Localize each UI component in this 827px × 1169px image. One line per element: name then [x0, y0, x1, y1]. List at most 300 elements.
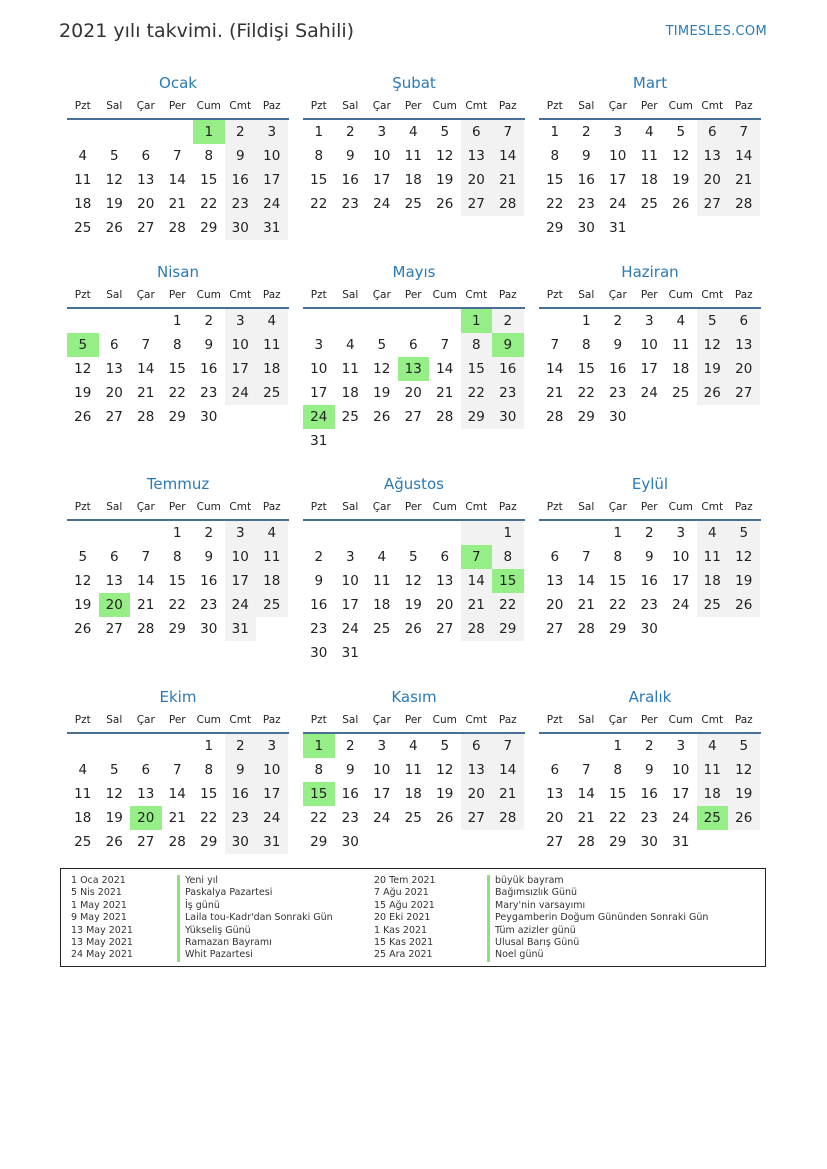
day-cell: 28 [168, 834, 186, 850]
day-cell: 21 [168, 810, 186, 826]
day-cell: 9 [204, 549, 214, 565]
day-cell: 13 [436, 573, 454, 589]
day-grid [67, 734, 289, 854]
day-cell: 4 [78, 148, 88, 164]
day-cell: 3 [225, 521, 257, 545]
day-cell: 29 [168, 409, 186, 425]
day-cell: 24 [225, 381, 257, 405]
weekday-label: Pzt [546, 714, 563, 726]
empty-cell [366, 309, 398, 333]
day-cell: 2 [644, 525, 654, 541]
weekday-header [539, 708, 761, 734]
day-grid [303, 309, 525, 453]
weekday-label: Paz [262, 100, 281, 112]
empty-cell [571, 734, 603, 758]
weekday-header [303, 94, 525, 120]
day-cell: 9 [225, 758, 257, 782]
day-cell: 11 [341, 361, 359, 377]
day-cell: 3 [225, 309, 257, 333]
day-cell: 12 [105, 786, 123, 802]
day-cell: 10 [225, 333, 257, 357]
month-12 [539, 686, 761, 854]
legend-holiday-name: Peygamberin Doğum Gününden Sonraki Gün [487, 912, 708, 924]
legend-holiday-name: Yükseliş Günü [177, 925, 333, 937]
weekday-label: Cmt [465, 501, 488, 513]
day-cell: 18 [74, 810, 92, 826]
day-cell: 31 [225, 617, 257, 641]
day-cell: 23 [492, 381, 524, 405]
day-cell: 23 [225, 806, 257, 830]
day-cell: 13 [546, 786, 564, 802]
day-cell: 26 [74, 621, 92, 637]
empty-cell [67, 309, 99, 333]
day-cell: 23 [577, 196, 595, 212]
day-cell: 9 [345, 762, 355, 778]
weekday-label: Cmt [465, 714, 488, 726]
day-grid [67, 309, 289, 429]
day-cell: 6 [697, 120, 729, 144]
day-cell: 23 [609, 385, 627, 401]
day-cell: 15 [609, 786, 627, 802]
day-cell: 13 [728, 333, 760, 357]
empty-cell [162, 734, 194, 758]
weekday-header [539, 283, 761, 309]
day-cell: 11 [697, 545, 729, 569]
legend-date: 15 Kas 2021 [374, 936, 434, 948]
legend-dates-left [71, 875, 133, 962]
weekday-label: Pzt [546, 501, 563, 513]
legend-names-left [177, 875, 333, 962]
empty-cell [429, 521, 461, 545]
day-cell: 20 [546, 597, 564, 613]
day-cell: 23 [200, 385, 218, 401]
legend-holiday-name: Ulusal Barış Günü [487, 937, 708, 949]
month-5 [303, 261, 525, 453]
day-cell: 1 [581, 313, 591, 329]
site-link[interactable]: TIMESLES.COM [665, 24, 767, 39]
day-cell: 2 [644, 738, 654, 754]
weekday-label: Çar [372, 100, 391, 112]
day-grid [303, 521, 525, 665]
legend-holiday-name: Mary'nin varsayımı [487, 900, 708, 912]
day-cell: 11 [74, 786, 92, 802]
day-cell: 5 [109, 148, 119, 164]
day-cell: 28 [168, 220, 186, 236]
weekday-label: Çar [372, 289, 391, 301]
weekday-label: Paz [262, 714, 281, 726]
month-7 [67, 473, 289, 641]
day-cell: 26 [436, 810, 454, 826]
day-cell: 25 [74, 220, 92, 236]
day-cell: 10 [373, 762, 391, 778]
day-cell: 26 [672, 196, 690, 212]
day-cell: 3 [377, 738, 387, 754]
weekday-label: Sal [578, 289, 595, 301]
legend-date: 1 Kas 2021 [374, 924, 428, 936]
day-cell: 1 [492, 521, 524, 545]
day-cell: 5 [440, 738, 450, 754]
day-cell: 5 [728, 734, 760, 758]
empty-cell [429, 309, 461, 333]
empty-cell [130, 120, 162, 144]
legend-holiday-name: Laila tou-Kadr'dan Sonraki Gün [177, 912, 333, 924]
day-cell: 4 [644, 124, 654, 140]
day-cell: 27 [404, 409, 422, 425]
day-cell: 9 [345, 148, 355, 164]
empty-cell [67, 120, 99, 144]
day-cell: 28 [492, 192, 524, 216]
weekday-label: Cmt [701, 289, 724, 301]
day-cell: 6 [728, 309, 760, 333]
day-cell: 19 [436, 172, 454, 188]
day-cell: 22 [310, 810, 328, 826]
holiday-day-cell: 24 [303, 405, 335, 429]
day-cell: 11 [373, 573, 391, 589]
day-cell: 17 [609, 172, 627, 188]
day-cell: 9 [644, 549, 654, 565]
day-cell: 12 [74, 361, 92, 377]
day-cell: 13 [697, 144, 729, 168]
day-cell: 30 [341, 834, 359, 850]
day-cell: 19 [728, 569, 760, 593]
weekday-label: Cum [432, 501, 457, 513]
day-cell: 1 [314, 124, 324, 140]
day-cell: 5 [728, 521, 760, 545]
empty-cell [335, 521, 367, 545]
legend-holiday-name: Whit Pazartesi [177, 949, 333, 961]
empty-cell [366, 521, 398, 545]
day-cell: 14 [492, 758, 524, 782]
day-cell: 28 [546, 409, 564, 425]
day-cell: 11 [74, 172, 92, 188]
day-grid [539, 521, 761, 641]
day-cell: 24 [373, 196, 391, 212]
day-cell: 21 [492, 168, 524, 192]
day-cell: 10 [373, 148, 391, 164]
month-name: Ağustos [384, 475, 444, 493]
day-cell: 14 [168, 786, 186, 802]
legend-names-right [487, 875, 708, 962]
day-cell: 10 [341, 573, 359, 589]
day-cell: 18 [256, 569, 288, 593]
day-cell: 27 [137, 220, 155, 236]
day-cell: 27 [105, 409, 123, 425]
day-cell: 12 [373, 361, 391, 377]
day-grid [539, 734, 761, 854]
day-cell: 4 [676, 313, 686, 329]
day-cell: 23 [341, 810, 359, 826]
day-cell: 30 [225, 216, 257, 240]
day-cell: 20 [105, 385, 123, 401]
day-cell: 28 [577, 621, 595, 637]
day-grid [303, 734, 525, 854]
weekday-label: Paz [734, 289, 753, 301]
day-cell: 17 [256, 168, 288, 192]
day-cell: 18 [373, 597, 391, 613]
day-cell: 22 [200, 196, 218, 212]
day-cell: 13 [105, 361, 123, 377]
weekday-label: Paz [262, 289, 281, 301]
day-cell: 5 [109, 762, 119, 778]
weekday-label: Pzt [74, 501, 91, 513]
day-cell: 12 [728, 758, 760, 782]
day-cell: 13 [105, 573, 123, 589]
day-cell: 24 [609, 196, 627, 212]
weekday-label: Cum [668, 714, 693, 726]
empty-cell [99, 309, 131, 333]
day-cell: 8 [550, 148, 560, 164]
day-cell: 24 [672, 810, 690, 826]
day-cell: 22 [310, 196, 328, 212]
day-cell: 20 [697, 168, 729, 192]
day-cell: 24 [256, 806, 288, 830]
weekday-label: Çar [608, 714, 627, 726]
day-cell: 16 [200, 573, 218, 589]
day-cell: 28 [577, 834, 595, 850]
day-cell: 28 [137, 409, 155, 425]
day-cell: 21 [577, 597, 595, 613]
day-cell: 11 [697, 758, 729, 782]
day-cell: 17 [256, 782, 288, 806]
day-cell: 8 [613, 549, 623, 565]
day-cell: 15 [609, 573, 627, 589]
month-9 [539, 473, 761, 641]
empty-cell [539, 521, 571, 545]
day-cell: 6 [440, 549, 450, 565]
weekday-label: Cum [432, 100, 457, 112]
weekday-label: Çar [608, 501, 627, 513]
day-cell: 24 [640, 385, 658, 401]
day-cell: 8 [204, 762, 214, 778]
day-cell: 27 [546, 621, 564, 637]
day-grid [67, 521, 289, 641]
empty-cell [303, 309, 335, 333]
day-cell: 7 [440, 337, 450, 353]
day-cell: 3 [676, 525, 686, 541]
day-cell: 10 [256, 144, 288, 168]
weekday-label: Pzt [310, 501, 327, 513]
day-cell: 7 [141, 337, 151, 353]
day-cell: 9 [204, 337, 214, 353]
day-cell: 22 [577, 385, 595, 401]
day-cell: 25 [256, 593, 288, 617]
holiday-day-cell: 13 [398, 357, 430, 381]
weekday-label: Paz [498, 714, 517, 726]
day-cell: 6 [408, 337, 418, 353]
weekday-label: Pzt [74, 714, 91, 726]
day-cell: 4 [256, 521, 288, 545]
weekday-label: Paz [498, 100, 517, 112]
day-cell: 12 [672, 148, 690, 164]
month-8 [303, 473, 525, 665]
day-cell: 27 [697, 192, 729, 216]
weekday-label: Sal [106, 714, 123, 726]
day-cell: 26 [697, 381, 729, 405]
day-cell: 26 [728, 806, 760, 830]
day-cell: 4 [256, 309, 288, 333]
day-cell: 20 [461, 168, 493, 192]
day-cell: 26 [105, 834, 123, 850]
weekday-label: Çar [136, 100, 155, 112]
empty-cell [539, 734, 571, 758]
day-cell: 8 [613, 762, 623, 778]
day-cell: 29 [461, 405, 493, 429]
day-cell: 10 [672, 762, 690, 778]
day-cell: 21 [492, 782, 524, 806]
day-cell: 23 [640, 810, 658, 826]
weekday-header [67, 94, 289, 120]
day-grid [303, 120, 525, 216]
day-cell: 31 [256, 216, 288, 240]
day-cell: 30 [640, 621, 658, 637]
day-cell: 9 [613, 337, 623, 353]
day-cell: 11 [256, 545, 288, 569]
day-cell: 17 [672, 786, 690, 802]
month-name: Aralık [628, 688, 672, 706]
legend-date: 20 Tem 2021 [374, 875, 436, 886]
day-cell: 14 [492, 144, 524, 168]
day-cell: 11 [404, 148, 422, 164]
day-cell: 18 [341, 385, 359, 401]
day-cell: 19 [105, 196, 123, 212]
legend-date: 1 May 2021 [71, 899, 127, 911]
month-6 [539, 261, 761, 429]
day-cell: 12 [697, 333, 729, 357]
weekday-label: Sal [578, 100, 595, 112]
day-cell: 24 [672, 597, 690, 613]
day-cell: 31 [310, 433, 328, 449]
day-cell: 25 [373, 621, 391, 637]
month-name: Mayıs [392, 263, 436, 281]
weekday-label: Cmt [701, 501, 724, 513]
day-cell: 10 [310, 361, 328, 377]
day-cell: 1 [613, 738, 623, 754]
weekday-label: Sal [578, 714, 595, 726]
day-cell: 30 [492, 405, 524, 429]
weekday-label: Paz [498, 501, 517, 513]
day-cell: 30 [200, 621, 218, 637]
day-cell: 27 [461, 806, 493, 830]
day-cell: 5 [440, 124, 450, 140]
legend-dates-right [374, 875, 436, 962]
weekday-label: Per [404, 289, 422, 301]
weekday-label: Cmt [229, 100, 252, 112]
day-cell: 30 [200, 409, 218, 425]
day-cell: 4 [408, 738, 418, 754]
day-cell: 13 [137, 786, 155, 802]
day-cell: 17 [373, 786, 391, 802]
day-cell: 8 [314, 148, 324, 164]
day-cell: 6 [550, 549, 560, 565]
day-cell: 9 [581, 148, 591, 164]
weekday-label: Pzt [74, 100, 91, 112]
day-cell: 8 [204, 148, 214, 164]
day-cell: 25 [256, 381, 288, 405]
day-cell: 21 [577, 810, 595, 826]
weekday-header [303, 708, 525, 734]
month-name: Mart [632, 74, 668, 92]
month-3 [539, 72, 761, 240]
weekday-header [539, 495, 761, 521]
day-cell: 18 [697, 782, 729, 806]
day-cell: 5 [377, 337, 387, 353]
day-cell: 7 [492, 734, 524, 758]
legend-date: 5 Nis 2021 [71, 887, 122, 899]
legend-date: 15 Ağu 2021 [374, 899, 435, 911]
day-cell: 30 [310, 645, 328, 661]
day-cell: 15 [310, 172, 328, 188]
weekday-label: Cmt [465, 100, 488, 112]
weekday-label: Pzt [310, 714, 327, 726]
weekday-label: Per [404, 100, 422, 112]
day-cell: 8 [172, 337, 182, 353]
day-cell: 22 [492, 593, 524, 617]
day-grid [67, 120, 289, 240]
month-name: Ekim [159, 688, 197, 706]
day-cell: 4 [78, 762, 88, 778]
day-cell: 29 [168, 621, 186, 637]
page-title: 2021 yılı takvimi. (Fildişi Sahili) [59, 20, 355, 42]
weekday-label: Cmt [701, 100, 724, 112]
day-cell: 27 [436, 621, 454, 637]
holiday-day-cell: 9 [492, 333, 524, 357]
day-cell: 25 [74, 834, 92, 850]
weekday-label: Per [168, 100, 186, 112]
day-cell: 8 [461, 333, 493, 357]
weekday-header [303, 495, 525, 521]
day-cell: 18 [640, 172, 658, 188]
day-cell: 29 [310, 834, 328, 850]
day-cell: 8 [172, 549, 182, 565]
day-cell: 13 [461, 144, 493, 168]
day-cell: 7 [728, 120, 760, 144]
day-cell: 20 [137, 196, 155, 212]
weekday-label: Çar [608, 100, 627, 112]
day-cell: 7 [141, 549, 151, 565]
day-cell: 13 [137, 172, 155, 188]
day-cell: 5 [408, 549, 418, 565]
day-cell: 19 [436, 786, 454, 802]
weekday-label: Sal [578, 501, 595, 513]
weekday-label: Sal [106, 100, 123, 112]
empty-cell [67, 734, 99, 758]
day-cell: 11 [672, 337, 690, 353]
day-cell: 25 [404, 196, 422, 212]
day-cell: 16 [577, 172, 595, 188]
day-cell: 21 [137, 597, 155, 613]
day-cell: 23 [640, 597, 658, 613]
day-cell: 19 [74, 385, 92, 401]
day-cell: 25 [404, 810, 422, 826]
day-cell: 15 [200, 786, 218, 802]
weekday-label: Cmt [465, 289, 488, 301]
day-cell: 9 [225, 144, 257, 168]
day-cell: 14 [546, 361, 564, 377]
day-cell: 12 [436, 762, 454, 778]
day-cell: 7 [172, 148, 182, 164]
day-cell: 31 [609, 220, 627, 236]
weekday-label: Çar [136, 714, 155, 726]
day-cell: 17 [672, 573, 690, 589]
empty-cell [461, 521, 493, 545]
weekday-header [67, 495, 289, 521]
day-cell: 5 [676, 124, 686, 140]
day-cell: 31 [672, 834, 690, 850]
day-cell: 26 [105, 220, 123, 236]
day-cell: 14 [728, 144, 760, 168]
day-cell: 2 [492, 309, 524, 333]
day-cell: 8 [581, 337, 591, 353]
